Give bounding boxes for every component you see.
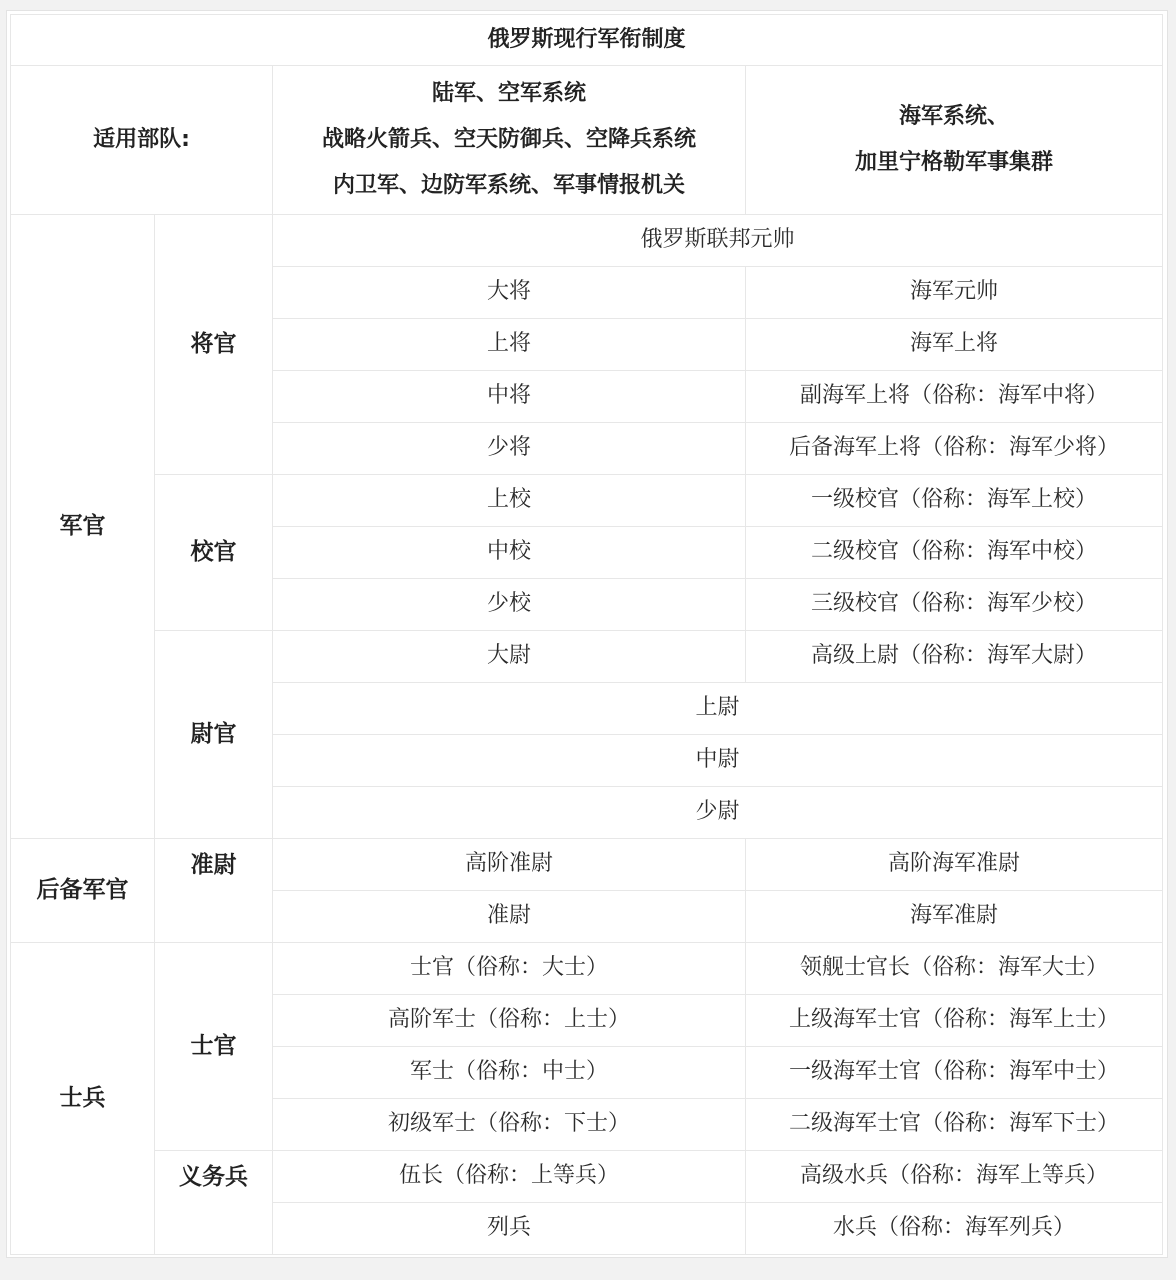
army-rank: 初级军士（俗称：下士） — [273, 1099, 746, 1151]
army-rank: 少将 — [273, 423, 746, 475]
army-rank: 大尉 — [273, 631, 746, 683]
navy-rank: 上级海军士官（俗称：海军上士） — [746, 995, 1163, 1047]
navy-rank: 一级校官（俗称：海军上校） — [746, 475, 1163, 527]
table-row — [11, 943, 1163, 995]
navy-rank: 副海军上将（俗称：海军中将） — [746, 371, 1163, 423]
table-row — [11, 475, 1163, 527]
navy-rank: 水兵（俗称：海军列兵） — [746, 1203, 1163, 1255]
navy-rank: 二级海军士官（俗称：海军下士） — [746, 1099, 1163, 1151]
army-rank: 军士（俗称：中士） — [273, 1047, 746, 1099]
navy-rank: 领舰士官长（俗称：海军大士） — [746, 943, 1163, 995]
navy-rank: 海军元帅 — [746, 267, 1163, 319]
army-rank: 上校 — [273, 475, 746, 527]
navy-rank: 后备海军上将（俗称：海军少将） — [746, 423, 1163, 475]
table-title: 俄罗斯现行军衔制度 — [11, 15, 1163, 66]
title-row — [11, 15, 1163, 66]
navy-rank: 高阶海军准尉 — [746, 839, 1163, 891]
army-rank: 列兵 — [273, 1203, 746, 1255]
army-systems-header — [273, 66, 746, 215]
navy-rank: 海军上将 — [746, 319, 1163, 371]
rank-table — [10, 14, 1163, 1255]
army-systems-line: 战略火箭兵、空天防御兵、空降兵系统 — [321, 127, 696, 152]
army-rank: 高阶军士（俗称：上士） — [273, 995, 746, 1047]
navy-rank: 三级校官（俗称：海军少校） — [746, 579, 1163, 631]
navy-systems-header — [746, 66, 1163, 215]
army-rank: 大将 — [273, 267, 746, 319]
navy-rank: 一级海军士官（俗称：海军中士） — [746, 1047, 1163, 1099]
army-rank: 中校 — [273, 527, 746, 579]
category-soldier: 士兵 — [11, 943, 155, 1255]
units-label: 适用部队: — [11, 66, 273, 215]
subcategory-junior: 尉官 — [155, 631, 273, 839]
navy-systems-line: 海军系统、 — [899, 104, 1010, 129]
army-rank: 高阶准尉 — [273, 839, 746, 891]
header-row — [11, 66, 1163, 215]
army-systems-line: 内卫军、边防军系统、军事情报机关 — [332, 173, 685, 198]
army-rank: 上将 — [273, 319, 746, 371]
army-systems-line: 陆军、空军系统 — [431, 81, 586, 106]
table-row — [11, 631, 1163, 683]
subcategory-conscript: 义务兵 — [155, 1151, 273, 1255]
army-rank: 伍长（俗称：上等兵） — [273, 1151, 746, 1203]
subcategory-nco: 士官 — [155, 943, 273, 1151]
rank-marshal: 俄罗斯联邦元帅 — [273, 215, 1163, 267]
army-rank: 士官（俗称：大士） — [273, 943, 746, 995]
army-rank: 准尉 — [273, 891, 746, 943]
shared-rank: 中尉 — [273, 735, 1163, 787]
table-row — [11, 839, 1163, 891]
subcategory-warrant: 准尉 — [155, 839, 273, 943]
navy-rank: 海军准尉 — [746, 891, 1163, 943]
category-reserve-officer: 后备军官 — [11, 839, 155, 943]
navy-rank: 高级上尉（俗称：海军大尉） — [746, 631, 1163, 683]
army-rank: 中将 — [273, 371, 746, 423]
navy-systems-line: 加里宁格勒军事集群 — [855, 150, 1054, 175]
subcategory-field: 校官 — [155, 475, 273, 631]
shared-rank: 上尉 — [273, 683, 1163, 735]
army-rank: 少校 — [273, 579, 746, 631]
subcategory-general: 将官 — [155, 215, 273, 475]
table-row — [11, 1151, 1163, 1203]
navy-rank: 二级校官（俗称：海军中校） — [746, 527, 1163, 579]
category-officer: 军官 — [11, 215, 155, 839]
table-row — [11, 215, 1163, 267]
shared-rank: 少尉 — [273, 787, 1163, 839]
navy-rank: 高级水兵（俗称：海军上等兵） — [746, 1151, 1163, 1203]
